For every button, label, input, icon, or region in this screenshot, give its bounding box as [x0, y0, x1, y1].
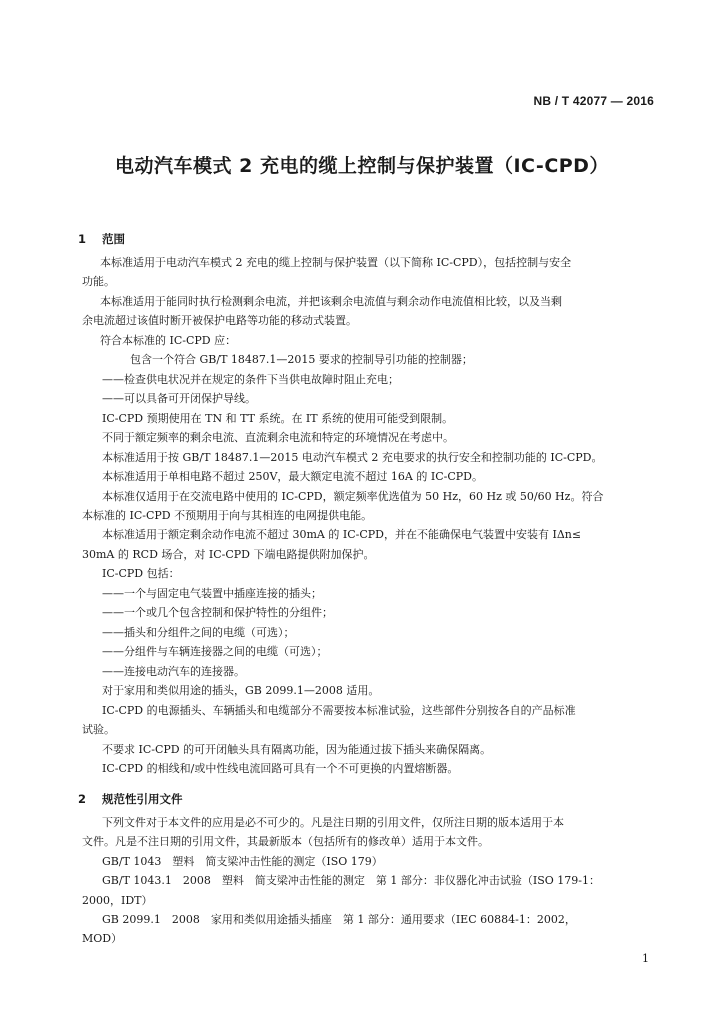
section-title: 范围 — [102, 232, 125, 246]
section-1-heading — [78, 231, 125, 247]
text-line: 本标准适用于额定剩余动作电流不超过 30mA 的 IC-CPD，并在不能确保电气装置中安装有 IΔn≤ — [102, 528, 582, 541]
text-line: 包含一个符合 GB/T 18487.1—2015 要求的控制导引功能的控制器； — [130, 353, 473, 366]
text-line: IC-CPD 的相线和/或中性线电流回路可具有一个不可更换的内置熔断器。 — [102, 762, 459, 775]
text-line: 对于家用和类似用途的插头，GB 2099.1—2008 适用。 — [102, 684, 380, 697]
section-2-heading — [78, 791, 183, 807]
text-line: IC-CPD 包括： — [102, 567, 180, 580]
text-line: IC-CPD 预期使用在 TN 和 TT 系统。在 IT 系统的使用可能受到限制。 — [102, 412, 454, 425]
text-line: 下列文件对于本文件的应用是必不可少的。凡是注日期的引用文件，仅所注日期的版本适用于本 — [102, 816, 564, 829]
reference-entry: GB/T 1043 塑料 简支梁冲击性能的测定（ISO 179） — [102, 855, 383, 868]
text-line: 试验。 — [82, 723, 115, 736]
text-line: 功能。 — [82, 275, 115, 288]
text-line: 文件。凡是不注日期的引用文件，其最新版本（包括所有的修改单）适用于本文件。 — [82, 835, 489, 848]
page-number: 1 — [642, 952, 649, 965]
text-line: 余电流超过该值时断开被保护电路等功能的移动式装置。 — [82, 314, 357, 327]
reference-entry: GB 2099.1 2008 家用和类似用途插头插座 第 1 部分：通用要求（IEC 60884-1：2002， — [102, 913, 576, 926]
list-item: ——一个或几个包含控制和保护特性的分组件； — [102, 606, 333, 619]
text-line: 不同于额定频率的剩余电流、直流剩余电流和特定的环境情况在考虑中。 — [102, 431, 454, 444]
text-line: 本标准适用于能同时执行检测剩余电流，并把该剩余电流值与剩余动作电流值相比较，以及当剩 — [100, 295, 562, 308]
reference-entry: 2000，IDT） — [82, 894, 153, 907]
text-line: 本标准适用于电动汽车模式 2 充电的缆上控制与保护装置（以下简称 IC-CPD），包括控制与安全 — [100, 256, 572, 269]
list-item: ——插头和分组件之间的电缆（可选）； — [102, 626, 295, 639]
text-line: 不要求 IC-CPD 的可开闭触头具有隔离功能，因为能通过拔下插头来确保隔离。 — [102, 743, 492, 756]
text-line: ——可以具备可开闭保护导线。 — [102, 392, 256, 405]
text-line: 本标准的 IC-CPD 不预期用于向与其相连的电网提供电能。 — [82, 509, 373, 522]
text-line: 本标准仅适用于在交流电路中使用的 IC-CPD，额定频率优选值为 50 Hz，60 Hz 或 50/60 Hz。符合 — [102, 490, 604, 503]
section-title: 规范性引用文件 — [102, 792, 183, 806]
list-item: ——连接电动汽车的连接器。 — [102, 665, 245, 678]
text-line: IC-CPD 的电源插头、车辆插头和电缆部分不需要按本标准试验，这些部件分别按各自的产品标准 — [102, 704, 576, 717]
text-line: ——检查供电状况并在规定的条件下当供电故障时阻止充电； — [102, 373, 399, 386]
section-number: 2 — [78, 792, 87, 806]
section-number: 1 — [78, 232, 87, 246]
document-title: 电动汽车模式 2 充电的缆上控制与保护装置（IC-CPD） — [115, 155, 609, 177]
text-line: 本标准适用于按 GB/T 18487.1—2015 电动汽车模式 2 充电要求的执行安全和控制功能的 IC-CPD。 — [102, 451, 603, 464]
text-line: 30mA 的 RCD 场合，对 IC-CPD 下端电路提供附加保护。 — [82, 548, 375, 561]
text-line: 本标准适用于单相电路不超过 250V，最大额定电流不超过 16A 的 IC-CPD。 — [102, 470, 483, 483]
list-item: ——一个与固定电气装置中插座连接的插头； — [102, 587, 322, 600]
list-item: ——分组件与车辆连接器之间的电缆（可选）； — [102, 645, 328, 658]
reference-entry: MOD） — [82, 932, 123, 945]
reference-entry: GB/T 1043.1 2008 塑料 简支梁冲击性能的测定 第 1 部分：非仪器化冲击试验（ISO 179-1： — [102, 874, 600, 887]
document-number: NB / T 42077 — 2016 — [533, 94, 654, 108]
text-line: 符合本标准的 IC-CPD 应： — [100, 334, 237, 347]
